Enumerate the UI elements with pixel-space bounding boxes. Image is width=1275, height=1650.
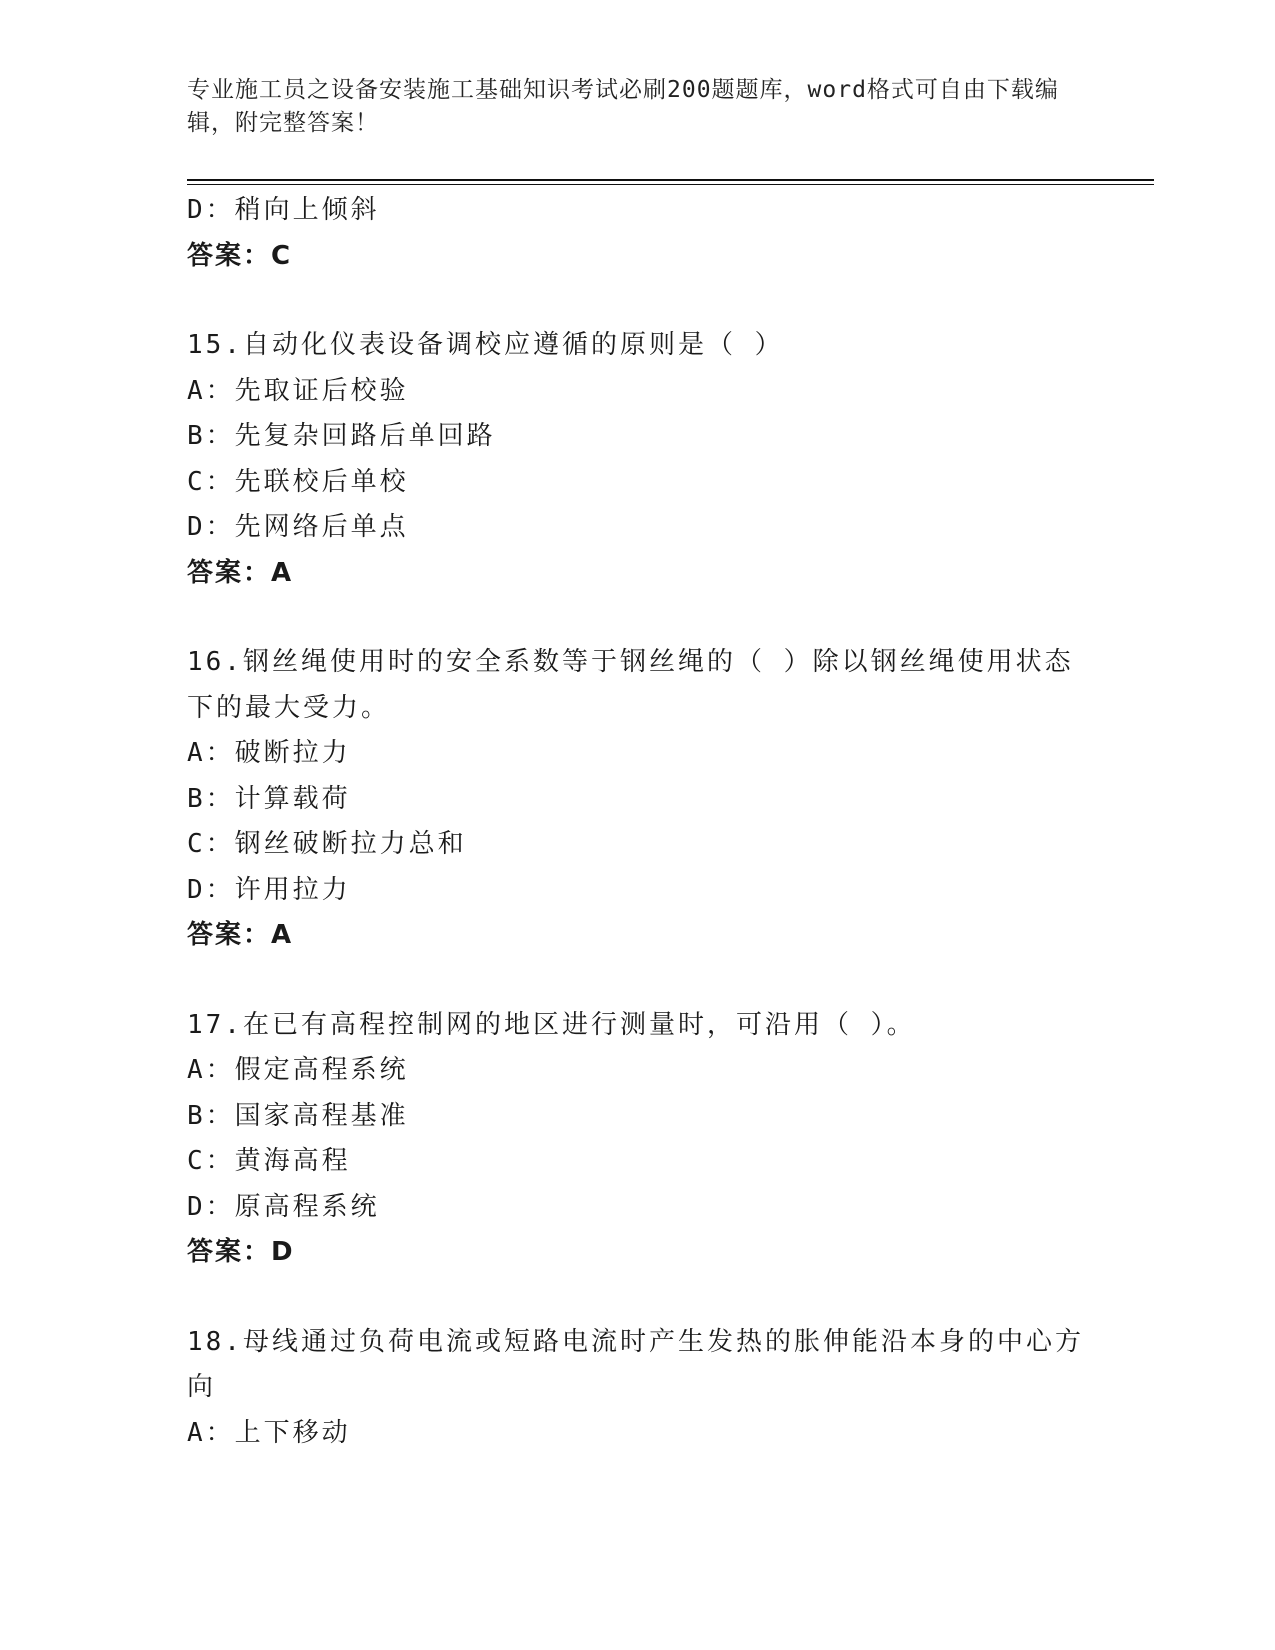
question-18 xyxy=(187,1320,1087,1457)
option-a: A：上下移动 xyxy=(187,1417,351,1448)
option-c: C：先联校后单校 xyxy=(187,466,409,497)
question-list xyxy=(187,188,1087,1456)
question-text-line-1: 16.钢丝绳使用时的安全系数等于钢丝绳的（ ）除以钢丝绳使用状态 xyxy=(187,647,1074,677)
option-d: D：许用拉力 xyxy=(187,874,351,905)
answer-line: 答案：D xyxy=(187,1237,295,1267)
answer-line: 答案：C xyxy=(187,240,293,271)
option-d: D：稍向上倾斜 xyxy=(187,195,380,225)
answer-line: 答案：A xyxy=(187,920,294,950)
question-17 xyxy=(187,1003,1087,1276)
option-d: D：原高程系统 xyxy=(187,1191,380,1222)
question-text-line-2: 下的最大受力。 xyxy=(187,692,391,723)
question-text: 15.自动化仪表设备调校应遵循的原则是（ ） xyxy=(187,330,784,360)
option-a: A：先取证后校验 xyxy=(187,375,409,406)
header-rule-top xyxy=(187,179,1154,181)
option-b: B：国家高程基准 xyxy=(187,1100,409,1131)
option-a: A：假定高程系统 xyxy=(187,1055,409,1085)
answer-line: 答案：A xyxy=(187,557,294,588)
page-header: 专业施工员之设备安装施工基础知识考试必刷200题题库，word格式可自由下载编辑，附完整答案！ xyxy=(187,77,1059,136)
header-rule-bottom xyxy=(187,184,1154,185)
question-15 xyxy=(187,323,1087,596)
option-b: B：计算载荷 xyxy=(187,783,351,814)
option-b: B：先复杂回路后单回路 xyxy=(187,421,496,451)
question-16 xyxy=(187,640,1087,959)
option-c: C：钢丝破断拉力总和 xyxy=(187,829,467,859)
option-d: D：先网络后单点 xyxy=(187,512,409,542)
option-c: C：黄海高程 xyxy=(187,1146,351,1176)
option-a: A：破断拉力 xyxy=(187,738,351,768)
question-text-line-1: 18.母线通过负荷电流或短路电流时产生发热的胀伸能沿本身的中心方 xyxy=(187,1326,1084,1357)
question-text: 17.在已有高程控制网的地区进行测量时，可沿用（ ）。 xyxy=(187,1009,916,1040)
question-text-line-2: 向 xyxy=(187,1372,217,1402)
